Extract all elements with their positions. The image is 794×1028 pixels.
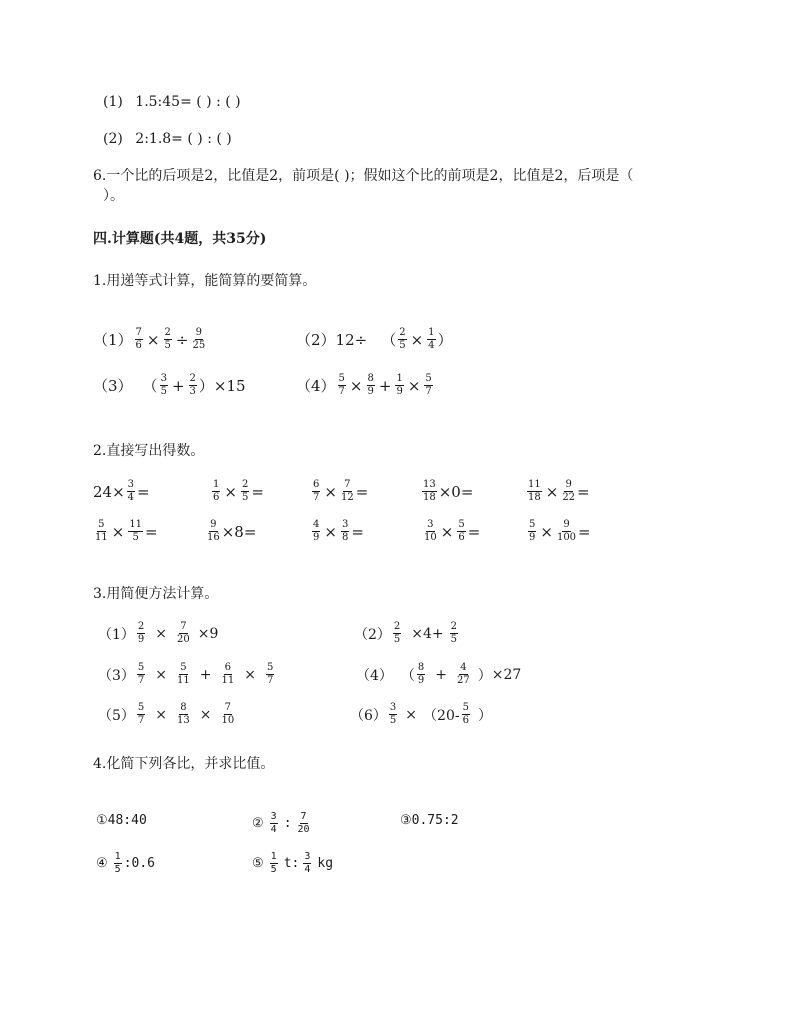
- fraction: $\frac{7}{6}$: [135, 327, 142, 351]
- fraction: $\frac{5}{11}$: [95, 519, 108, 543]
- fraction: $\frac{3}{10}$: [424, 519, 437, 543]
- fraction: $\frac{2}{5}$: [164, 327, 171, 351]
- fraction: $\frac{9}{22}$: [562, 479, 576, 503]
- fraction: $\frac{5}{6}$: [458, 519, 465, 543]
- q3-item-2-label: （2）: [354, 626, 391, 643]
- fraction: $\frac{1}{5}$: [270, 851, 277, 875]
- fraction: $\frac{5}{7}$: [338, 373, 345, 397]
- q2-r1c4: [420, 480, 473, 503]
- q3-item-3-label: （3）: [98, 667, 135, 684]
- q1-item-2-prefix: 12÷: [335, 330, 368, 349]
- q3-item-2: [354, 622, 460, 645]
- q3-item-2-mid: ×4+: [411, 625, 444, 642]
- fraction: $\frac{6}{7}$: [313, 479, 320, 503]
- q4-title: 4.化简下列各比，并求比值。: [93, 756, 275, 772]
- q5-part-2-text: 2:1.8= ( ) : ( ): [135, 131, 232, 147]
- q3-title: 3.用简便方法计算。: [93, 586, 219, 602]
- fraction: $\frac{7}{12}$: [340, 479, 354, 503]
- fraction: $\frac{2}{3}$: [189, 373, 196, 397]
- fraction: $\frac{3}{5}$: [160, 373, 167, 397]
- q5-part-1: [103, 92, 241, 112]
- fraction: $\frac{1}{4}$: [428, 327, 435, 351]
- q2-r2c5: $\frac{5}{9}$ × $\frac{9}{100}$ =: [529, 519, 591, 543]
- q2-r1c4-suffix: ×0=: [438, 482, 474, 501]
- q3-item-4: （4） （ $\frac{8}{9}$ + $\frac{4}{27}$ ） ×27: [356, 662, 522, 686]
- section-4-heading: 四.计算题(共4题，共35分): [93, 231, 267, 247]
- fraction: $\frac{3}{4}$: [270, 811, 277, 835]
- q1-item-3-suffix: ×15: [213, 376, 246, 395]
- q4-item-5-mid: t:: [283, 856, 300, 871]
- fraction: $\frac{5}{7}$: [137, 662, 145, 686]
- fraction: $\frac{5}{6}$: [462, 702, 469, 726]
- fraction: $\frac{7}{10}$: [221, 702, 235, 726]
- fraction: $\frac{2}{5}$: [399, 327, 406, 351]
- fraction: $\frac{5}{9}$: [529, 519, 536, 543]
- q2-r1c1: 24× $\frac{3}{4}$ =: [93, 479, 150, 503]
- fraction: $\frac{2}{9}$: [137, 621, 145, 645]
- q2-r2c2: [205, 520, 256, 543]
- q1-item-4-label: （4）: [296, 377, 336, 395]
- q3-item-1: （1） $\frac{2}{9}$ × $\frac{7}{20}$ ×9: [98, 621, 219, 645]
- q5-part-2-label: (2): [103, 131, 123, 147]
- fraction: $\frac{4}{27}$: [457, 662, 470, 686]
- fraction: $\frac{4}{9}$: [313, 519, 320, 543]
- q2-r2c2-suffix: ×8=: [221, 522, 257, 541]
- fraction: $\frac{8}{9}$: [417, 662, 425, 686]
- q4-item-4: [96, 852, 155, 875]
- q4-item-5-suffix: kg: [317, 856, 334, 871]
- q1-item-1-label: （1）: [93, 331, 133, 349]
- q1-item-2: （2） 12÷ （ $\frac{2}{5}$ × $\frac{1}{4}$ ）: [296, 327, 453, 351]
- q4-item-1: ①48:40: [96, 813, 147, 828]
- fraction: $\frac{1}{9}$: [396, 373, 403, 397]
- q5-part-1-text: 1.5:45= ( ) : ( ): [135, 94, 241, 110]
- fraction: $\frac{9}{16}$: [207, 519, 220, 543]
- fraction: $\frac{2}{5}$: [450, 621, 458, 645]
- fraction: $\frac{5}{11}$: [177, 662, 190, 686]
- q6-line-2: ）。: [103, 188, 124, 204]
- q1-item-2-label: （2）: [296, 331, 336, 349]
- q5-part-2: [103, 129, 232, 149]
- fraction: $\frac{1}{6}$: [213, 479, 220, 503]
- fraction: $\frac{3}{4}$: [127, 479, 135, 503]
- fraction: $\frac{1}{5}$: [114, 851, 121, 875]
- q3-item-4-label: （4）: [356, 667, 393, 684]
- fraction: $\frac{9}{25}$: [192, 327, 206, 351]
- q2-r1c1-prefix: 24×: [93, 482, 125, 501]
- q2-r1c2: $\frac{1}{6}$ × $\frac{2}{5}$ =: [213, 479, 264, 503]
- q3-item-3: （3） $\frac{5}{7}$ × $\frac{5}{11}$ + $\frac{6}{11}$ × $\frac{5}{7}$: [98, 662, 274, 686]
- q3-item-6-mid: （20-: [423, 707, 460, 724]
- q4-item-2-label: ②: [252, 816, 264, 831]
- q3-item-6: （6） $\frac{3}{5}$ × （20- $\frac{5}{6}$ ）: [350, 702, 492, 726]
- q1-item-1: （1） $\frac{7}{6}$ × $\frac{2}{5}$ ÷ $\frac{9}{25}$: [93, 327, 206, 351]
- q2-r1c3: $\frac{6}{7}$ × $\frac{7}{12}$ =: [313, 479, 369, 503]
- fraction: $\frac{7}{20}$: [297, 811, 310, 835]
- q4-item-3: ③0.75:2: [400, 813, 459, 828]
- q5-part-1-label: (1): [103, 94, 123, 110]
- q3-item-1-label: （1）: [98, 626, 135, 643]
- q4-item-5: [252, 852, 333, 875]
- q1-item-3-label: （3）: [93, 377, 133, 395]
- q3-item-1-suffix: ×9: [197, 625, 219, 642]
- q2-title: 2.直接写出得数。: [93, 443, 205, 459]
- q3-item-5-label: （5）: [98, 707, 135, 724]
- q2-r2c1: $\frac{5}{11}$ × $\frac{11}{5}$ =: [95, 519, 158, 543]
- q4-item-4-label: ④: [96, 856, 108, 871]
- fraction: $\frac{7}{20}$: [177, 621, 190, 645]
- q3-item-5: （5） $\frac{5}{7}$ × $\frac{8}{13}$ × $\frac{7}{10}$: [98, 702, 235, 726]
- fraction: $\frac{11}{5}$: [129, 519, 143, 543]
- q1-title: 1.用递等式计算，能简算的要简算。: [93, 273, 317, 289]
- fraction: $\frac{5}{7}$: [266, 662, 274, 686]
- fraction: $\frac{9}{100}$: [556, 519, 577, 543]
- q6-line-1: 6.一个比的后项是2，比值是2，前项是( )；假如这个比的前项是2，比值是2，后项是（: [93, 168, 634, 184]
- q1-item-3: （3） （ $\frac{3}{5}$ + $\frac{2}{3}$ ） ×15: [93, 373, 246, 397]
- fraction: $\frac{5}{7}$: [425, 373, 432, 397]
- fraction: $\frac{3}{8}$: [341, 519, 349, 543]
- fraction: $\frac{3}{4}$: [304, 851, 311, 875]
- fraction: $\frac{5}{7}$: [137, 702, 145, 726]
- q4-item-5-label: ⑤: [252, 856, 264, 871]
- fraction: $\frac{11}{18}$: [528, 479, 541, 503]
- q3-item-6-label: （6）: [350, 707, 387, 724]
- fraction: $\frac{6}{11}$: [221, 662, 235, 686]
- fraction: $\frac{8}{9}$: [367, 373, 374, 397]
- q4-item-4-suffix: :0.6: [123, 856, 155, 871]
- q2-r2c4: $\frac{3}{10}$ × $\frac{5}{6}$ =: [424, 519, 481, 543]
- fraction: $\frac{3}{5}$: [389, 702, 397, 726]
- fraction: $\frac{13}{18}$: [423, 479, 436, 503]
- fraction: $\frac{2}{5}$: [393, 621, 401, 645]
- q4-item-2: ② $\frac{3}{4}$ : $\frac{7}{20}$: [252, 811, 310, 835]
- q1-item-4: （4） $\frac{5}{7}$ × $\frac{8}{9}$ + $\frac{1}{9}$ × $\frac{5}{7}$: [296, 373, 432, 397]
- q2-r2c3: $\frac{4}{9}$ × $\frac{3}{8}$ =: [313, 519, 364, 543]
- q2-r1c5: $\frac{11}{18}$ × $\frac{9}{22}$ =: [528, 479, 590, 503]
- fraction: $\frac{8}{13}$: [177, 702, 190, 726]
- q3-item-4-suffix: ×27: [491, 666, 522, 683]
- fraction: $\frac{2}{5}$: [241, 479, 249, 503]
